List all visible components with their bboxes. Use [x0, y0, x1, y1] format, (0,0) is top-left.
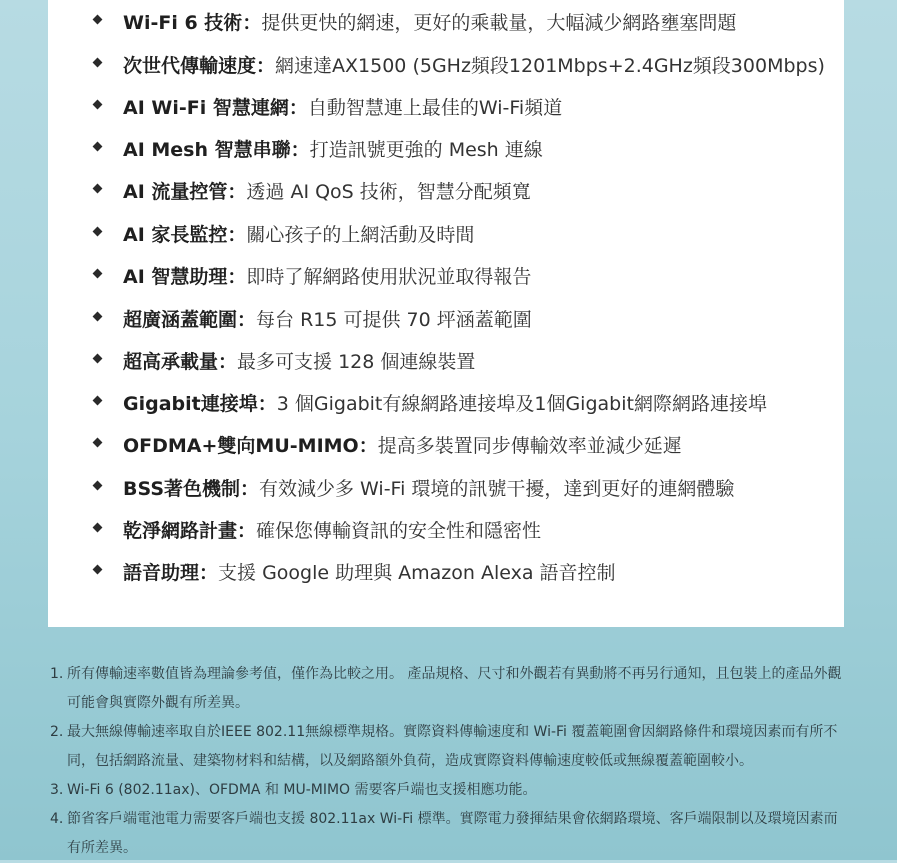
bullet-diamond-icon — [93, 142, 103, 152]
feature-separator: ： — [240, 478, 260, 500]
feature-separator: ： — [288, 97, 308, 119]
footnote — [50, 718, 850, 776]
feature-separator: ： — [227, 266, 247, 288]
footnote-number: 3. — [50, 782, 64, 798]
bullet-diamond-icon — [93, 523, 103, 533]
feature-desc: 透過 AI QoS 技術，智慧分配頻寬 — [246, 181, 531, 203]
feature-title: 語音助理 — [123, 562, 200, 584]
footnote-number: 2. — [50, 724, 64, 740]
feature-desc: 確保您傳輸資訊的安全性和隱密性 — [256, 520, 542, 542]
feature-desc: 自動智慧連上最佳的Wi-Fi頻道 — [307, 97, 563, 119]
feature-separator: ： — [237, 309, 257, 331]
feature-item — [48, 217, 844, 247]
feature-title: AI 智慧助理 — [123, 266, 228, 288]
feature-desc: 3 個Gigabit有線網路連接埠及1個Gigabit網際網路連接埠 — [276, 393, 767, 415]
feature-desc: 網速達AX1500 (5GHz頻段1201Mbps+2.4GHz頻段300Mbps) — [275, 55, 825, 77]
feature-desc: 關心孩子的上網活動及時間 — [246, 224, 475, 246]
bullet-diamond-icon — [93, 354, 103, 364]
feature-separator: ： — [218, 351, 238, 373]
feature-separator: ： — [256, 55, 276, 77]
feature-separator: ： — [290, 139, 310, 161]
feature-desc: 提供更快的網速，更好的乘載量，大幅減少網路壅塞問題 — [261, 12, 737, 34]
feature-desc: 提高多裝置同步傳輸效率並減少延遲 — [377, 435, 682, 457]
bullet-diamond-icon — [93, 396, 103, 406]
feature-item — [48, 259, 844, 289]
bullet-diamond-icon — [93, 227, 103, 237]
feature-title: OFDMA+雙向MU-MIMO — [123, 435, 359, 457]
feature-separator: ： — [242, 12, 262, 34]
feature-title: Wi-Fi 6 技術 — [123, 12, 243, 34]
feature-item — [48, 513, 844, 543]
feature-item — [48, 302, 844, 332]
feature-desc: 每台 R15 可提供 70 坪涵蓋範圍 — [256, 309, 532, 331]
feature-desc: 有效減少多 Wi-Fi 環境的訊號干擾，達到更好的連網體驗 — [259, 478, 735, 500]
bullet-diamond-icon — [93, 15, 103, 25]
feature-desc: 打造訊號更強的 Mesh 連線 — [309, 139, 543, 161]
feature-title: AI 流量控管 — [123, 181, 228, 203]
bullet-diamond-icon — [93, 58, 103, 68]
feature-separator: ： — [257, 393, 277, 415]
bullet-diamond-icon — [93, 481, 103, 491]
feature-item — [48, 428, 844, 458]
footnote-text: 最大無線傳輸速率取自於IEEE 802.11無線標準規格。實際資料傳輸速度和 Wi-Fi 覆蓋範圍會因網路條件和環境因素而有所不同，包括網路流量、建築物材料和結構，以及網路額外負荷，造成實際資料傳輸速度較低或無線覆蓋範圍較小。 — [67, 724, 838, 769]
feature-item — [48, 174, 844, 204]
feature-desc: 即時了解網路使用狀況並取得報告 — [246, 266, 532, 288]
feature-separator: ： — [237, 520, 257, 542]
feature-item — [48, 90, 844, 120]
feature-separator: ： — [199, 562, 219, 584]
feature-desc: 支援 Google 助理與 Amazon Alexa 語音控制 — [218, 562, 616, 584]
feature-item — [48, 386, 844, 416]
feature-separator: ： — [358, 435, 378, 457]
feature-item — [48, 344, 844, 374]
feature-separator: ： — [227, 224, 247, 246]
feature-title: 超高承載量 — [123, 351, 219, 373]
feature-title: Gigabit連接埠 — [123, 393, 258, 415]
footnote-number: 4. — [50, 811, 64, 827]
feature-item — [48, 48, 844, 78]
bullet-diamond-icon — [93, 312, 103, 322]
footnote — [50, 805, 850, 863]
feature-title: 乾淨網路計畫 — [123, 520, 238, 542]
feature-item — [48, 555, 844, 585]
bullet-diamond-icon — [93, 565, 103, 575]
feature-separator: ： — [227, 181, 247, 203]
footnote-number: 1. — [50, 666, 64, 682]
feature-item — [48, 471, 844, 501]
feature-title: 超廣涵蓋範圍 — [123, 309, 238, 331]
feature-title: 次世代傳輸速度 — [123, 55, 257, 77]
footnote — [50, 776, 850, 805]
bullet-diamond-icon — [93, 269, 103, 279]
footnote-text: Wi-Fi 6 (802.11ax)、OFDMA 和 MU-MIMO 需要客戶端也支援相應功能。 — [67, 782, 537, 798]
footnote — [50, 660, 850, 718]
footnotes — [50, 660, 850, 863]
feature-title: AI 家長監控 — [123, 224, 228, 246]
footnote-text: 節省客戶端電池電力需要客戶端也支援 802.11ax Wi-Fi 標準。實際電力發揮結果會依網路環境、客戶端限制以及環境因素而有所差異。 — [67, 811, 838, 856]
feature-card — [48, 0, 844, 627]
bullet-diamond-icon — [93, 438, 103, 448]
feature-title: BSS著色機制 — [123, 478, 240, 500]
footnote-text: 所有傳輸速率數值皆為理論參考值，僅作為比較之用。 產品規格、尺寸和外觀若有異動將不再另行通知，且包裝上的產品外觀可能會與實際外觀有所差異。 — [67, 666, 842, 711]
feature-title: AI Mesh 智慧串聯 — [123, 139, 291, 161]
feature-desc: 最多可支援 128 個連線裝置 — [237, 351, 476, 373]
bullet-diamond-icon — [93, 184, 103, 194]
bullet-diamond-icon — [93, 100, 103, 110]
feature-item — [48, 5, 844, 35]
feature-item — [48, 132, 844, 162]
feature-title: AI Wi-Fi 智慧連網 — [123, 97, 289, 119]
